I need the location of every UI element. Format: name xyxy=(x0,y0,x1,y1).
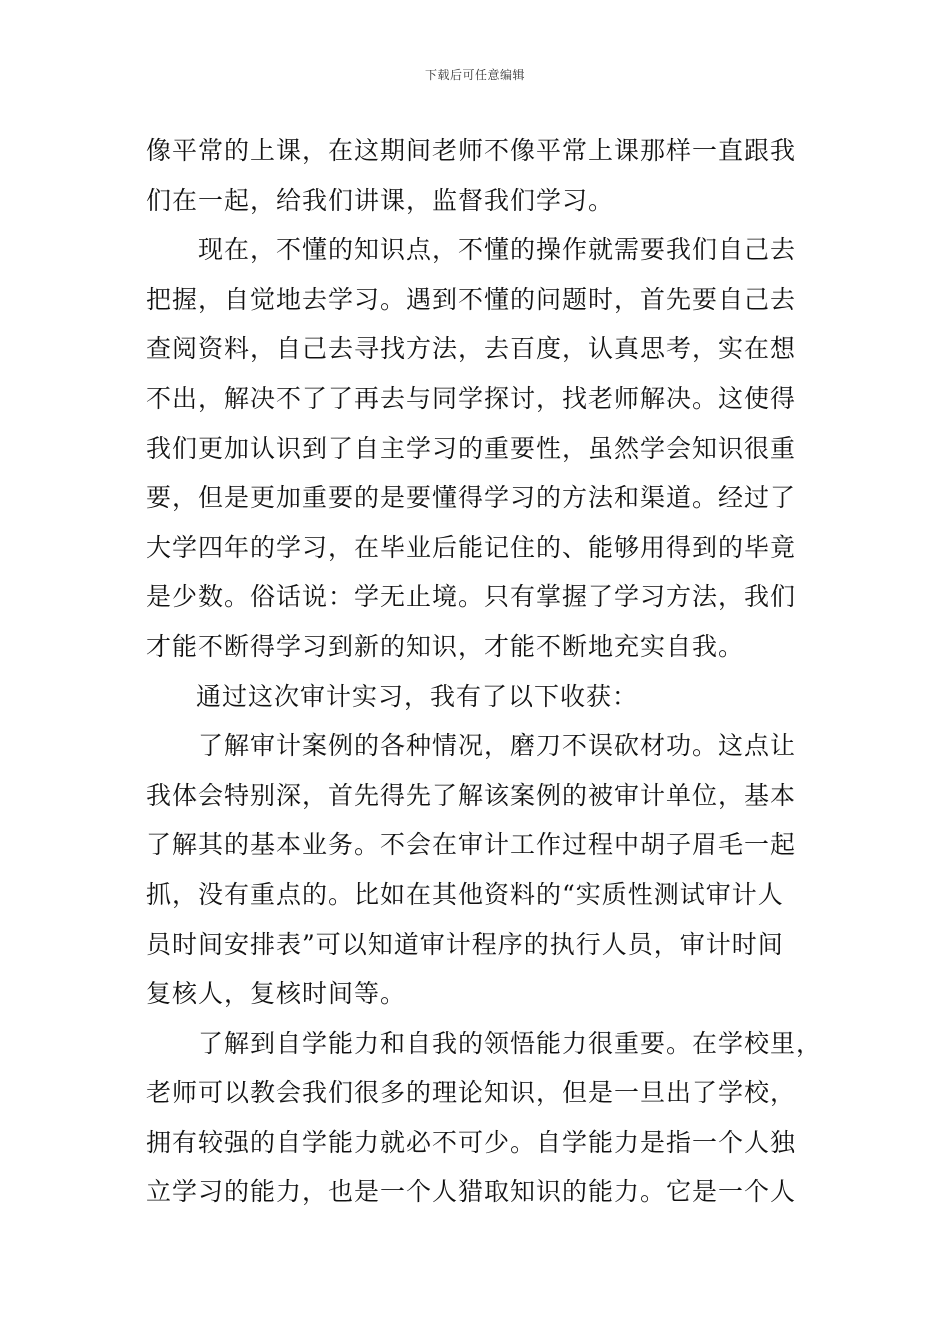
text-line: 拥有较强的自学能力就必不可少。自学能力是指一个人独 xyxy=(146,1127,797,1157)
text-line: 了解其的基本业务。不会在审计工作过程中胡子眉毛一起 xyxy=(146,830,797,860)
text-line: 查阅资料，自己去寻找方法，去百度，认真思考，实在想 xyxy=(146,334,797,364)
text-line: 像平常的上课，在这期间老师不像平常上课那样一直跟我 xyxy=(146,136,797,165)
text-line: 是少数。俗话说：学无止境。只有掌握了学习方法，我们 xyxy=(146,582,797,612)
text-line: 抓，没有重点的。比如在其他资料的“实质性测试审计人 xyxy=(146,879,784,909)
text-line: 了解到自学能力和自我的领悟能力很重要。在学校里， xyxy=(198,1028,823,1058)
text-line: 我们更加认识到了自主学习的重要性，虽然学会知识很重 xyxy=(146,433,797,463)
text-line: 大学四年的学习，在毕业后能记住的、能够用得到的毕竟 xyxy=(146,532,797,562)
text-line: 不出，解决不了了再去与同学探讨，找老师解决。这使得 xyxy=(146,383,797,413)
text-line: 我体会特别深，首先得先了解该案例的被审计单位，基本 xyxy=(146,780,797,810)
text-line: 才能不断得学习到新的知识，才能不断地充实自我。 xyxy=(146,631,745,661)
document-body xyxy=(146,126,826,1217)
page-header: 下载后可任意编辑 xyxy=(424,68,525,82)
text-line: 通过这次审计实习，我有了以下收获： xyxy=(196,681,639,711)
text-line: 现在，不懂的知识点，不懂的操作就需要我们自己去 xyxy=(198,235,797,265)
text-line: 要，但是更加重要的是要懂得学习的方法和渠道。经过了 xyxy=(146,483,797,513)
text-line: 复核人，复核时间等。 xyxy=(146,979,407,1009)
text-line: 了解审计案例的各种情况，磨刀不误砍材功。这点让 xyxy=(198,731,797,761)
text-line: 们在一起，给我们讲课，监督我们学习。 xyxy=(146,185,615,215)
text-line: 员时间安排表”可以知道审计程序的执行人员，审计时间 xyxy=(146,929,784,959)
text-line: 把握，自觉地去学习。遇到不懂的问题时，首先要自己去 xyxy=(146,284,797,314)
text-line: 老师可以教会我们很多的理论知识，但是一旦出了学校， xyxy=(146,1078,797,1108)
text-line: 立学习的能力，也是一个人猎取知识的能力。它是一个人 xyxy=(146,1177,797,1207)
